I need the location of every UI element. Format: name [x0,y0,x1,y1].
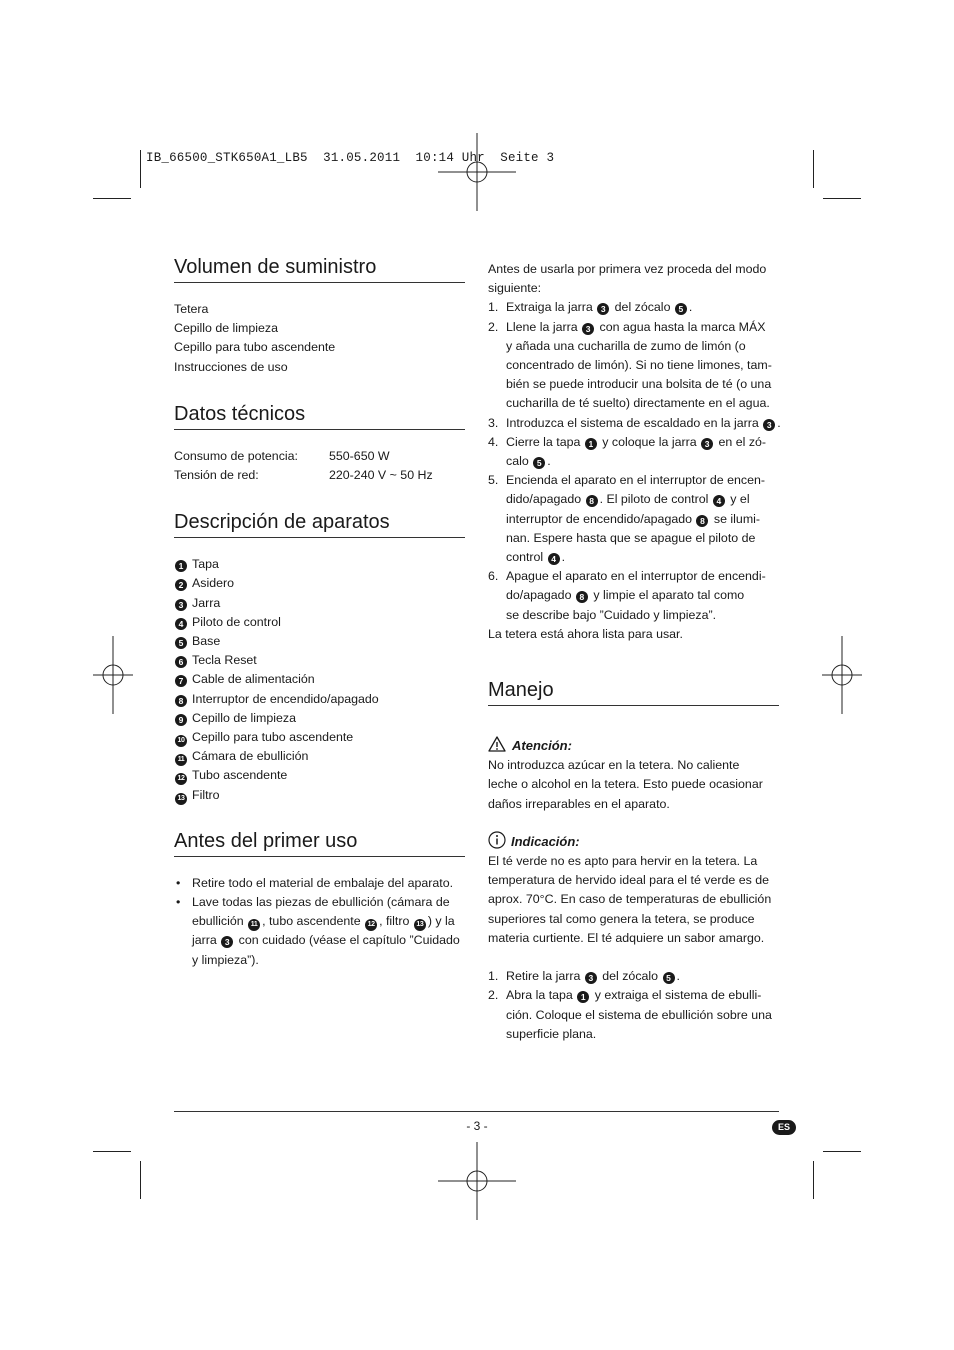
part-number-badge: 3 [763,419,775,431]
info-text: temperatura de hervido ideal para el té verde es de [488,873,770,888]
registration-mark-right [822,636,862,714]
parts-list [174,555,465,805]
part-item [174,613,465,632]
part-item [174,632,465,651]
crop-mark [823,1151,861,1152]
supply-item: Cepillo de limpieza [174,321,278,336]
step-2: 2. Abra la tapa 1 y extraiga el sistema de ebulli- ción. Coloque el sistema de ebullición sobre una superficie plana. [488,988,772,1041]
part-number-badge: 3 [221,936,233,948]
part-number-badge: 8 [586,495,598,507]
part-label: Cable de alimentación [192,672,315,687]
part-number-badge: 11 [175,754,187,766]
part-number-badge: 12 [175,773,187,785]
spec-row [174,447,465,466]
list-item: • Retire todo el material de embalaje del aparato. [174,874,465,893]
warning-text: leche o alcohol en la tetera. Esto puede ocasionar [488,777,763,792]
language-badge: ES [772,1120,796,1135]
warning-heading: Atención: [488,736,779,756]
part-number-badge: 11 [248,919,260,931]
spec-value: 550-650 W [329,448,390,463]
step-4: 4. Cierre la tapa 1 y coloque la jarra 3 en el zó- calo 5 . [488,434,767,469]
print-slug: IB_66500_STK650A1_LB5 31.05.2011 10:14 Uhr Seite 3 [146,151,555,165]
part-label: Filtro [192,787,220,802]
step-5: 5. Encienda el aparato en el interruptor de encen- dido/apagado 8 . El piloto de control 4 y el interruptor de encendido/apagado 8 se ilumi- nan. Espere hasta que se apague el piloto de control 4 . [488,473,765,565]
part-label: Tecla Reset [192,653,257,668]
warning-icon [488,736,506,752]
part-number-badge: 4 [548,553,560,565]
part-label: Jarra [192,595,221,610]
part-number-badge: 4 [175,618,187,630]
part-number-badge: 13 [414,919,426,931]
info-text: materia curtiente. El té adquiere un sabor amargo. [488,930,765,945]
part-number-badge: 8 [696,515,708,527]
part-item [174,555,465,574]
spec-row [174,466,465,485]
registration-mark-bottom [438,1142,516,1220]
spec-value: 220-240 V ~ 50 Hz [329,468,433,483]
crop-mark [140,150,141,188]
part-number-badge: 1 [585,438,597,450]
info-icon [488,831,506,849]
part-item [174,728,465,747]
part-item [174,747,465,766]
step-2: 2. Llene la jarra 3 con agua hasta la marca MÁX y añada una cucharilla de zumo de limón (o concentrado de limón). Si no tiene limones, tam- bién se puede introducir una bolsita de té (o una cucharilla de té suelto) directamente en el agua. [488,319,772,411]
spec-label: Consumo de potencia: [174,448,298,463]
part-number-badge: 8 [576,591,588,603]
heading-manejo: Manejo [488,677,779,706]
step-1: 1. Retire la jarra 3 del zócalo 5 . [488,969,680,984]
part-label: Tapa [192,557,219,572]
part-item [174,574,465,593]
registration-mark-top [438,133,516,211]
warning-text: No introduzca azúcar en la tetera. No caliente [488,758,740,773]
left-column [174,254,465,970]
crop-mark [93,198,131,199]
right-column [488,260,779,1044]
part-number-badge: 5 [675,303,687,315]
heading-antes: Antes del primer uso [174,828,465,857]
info-text: El té verde no es apto para hervir en la tetera. La [488,854,758,869]
bullet: • [176,875,181,890]
part-item [174,766,465,785]
step-1: 1. Extraiga la jarra 3 del zócalo 5 . [488,300,693,315]
part-item [174,786,465,805]
part-number-badge: 5 [663,972,675,984]
part-item [174,670,465,689]
part-label: Piloto de control [192,614,281,629]
part-item [174,594,465,613]
info-text: aprox. 70°C. En caso de temperaturas de ebullición [488,892,772,907]
part-number-badge: 8 [175,695,187,707]
part-number-badge: 3 [582,323,594,335]
bullet: • [176,895,181,910]
registration-mark-left [93,636,133,714]
part-label: Cepillo de limpieza [192,710,296,725]
part-item [174,709,465,728]
crop-mark [813,150,814,188]
info-heading: Indicación: [488,831,779,852]
supply-item: Instrucciones de uso [174,359,288,374]
warning-text: daños irreparables en el aparato. [488,796,670,811]
part-number-badge: 5 [175,637,187,649]
part-number-badge: 10 [175,735,187,747]
ready-text: La tetera está ahora lista para usar. [488,626,683,641]
part-number-badge: 1 [577,991,589,1003]
spec-label: Tensión de red: [174,468,259,483]
part-number-badge: 2 [175,579,187,591]
part-number-badge: 4 [713,495,725,507]
supply-item: Tetera [174,302,209,316]
part-label: Asidero [192,576,235,591]
crop-mark [813,1161,814,1199]
part-number-badge: 13 [175,793,187,805]
part-label: Base [192,634,221,649]
crop-mark [140,1161,141,1199]
step-6: 6. Apague el aparato en el interruptor de encendi- do/apagado 8 y limpie el aparato tal como se describe bajo ”Cuidado y limpieza”. [488,569,766,622]
heading-descripcion: Descripción de aparatos [174,509,465,538]
supply-item: Cepillo para tubo ascendente [174,340,336,355]
part-label: Cámara de ebullición [192,749,309,764]
crop-mark [93,1151,131,1152]
part-number-badge: 12 [365,919,377,931]
part-label: Tubo ascendente [192,768,288,783]
part-number-badge: 6 [175,656,187,668]
info-text: superiores tal como genera la tetera, se produce [488,911,755,926]
part-number-badge: 3 [585,972,597,984]
part-number-badge: 9 [175,714,187,726]
step-3: 3. Introduzca el sistema de escaldado en la jarra 3 . [488,415,781,430]
part-number-badge: 3 [701,438,713,450]
part-number-badge: 7 [175,675,187,687]
part-label: Interruptor de encendido/apagado [192,691,379,706]
intro-text: Antes de usarla por primera vez proceda del modo [488,262,767,276]
part-label: Cepillo para tubo ascendente [192,730,354,745]
part-number-badge: 1 [175,560,187,572]
part-item [174,690,465,709]
intro-text: siguiente: [488,281,542,296]
crop-mark [823,198,861,199]
part-number-badge: 3 [175,599,187,611]
part-number-badge: 3 [597,303,609,315]
heading-volumen: Volumen de suministro [174,254,465,283]
list-item: • Lave todas las piezas de ebullición (cámara de ebullición 11 , tubo ascendente 12 , filtro 13 ) y la jarra 3 con cuidado (véase el capítulo ”Cuidado y limpieza”). [176,895,460,967]
page-number: - 3 - [466,1119,488,1133]
heading-datos: Datos técnicos [174,401,465,430]
footer-rule [174,1111,779,1112]
part-item [174,651,465,670]
part-number-badge: 5 [533,457,545,469]
